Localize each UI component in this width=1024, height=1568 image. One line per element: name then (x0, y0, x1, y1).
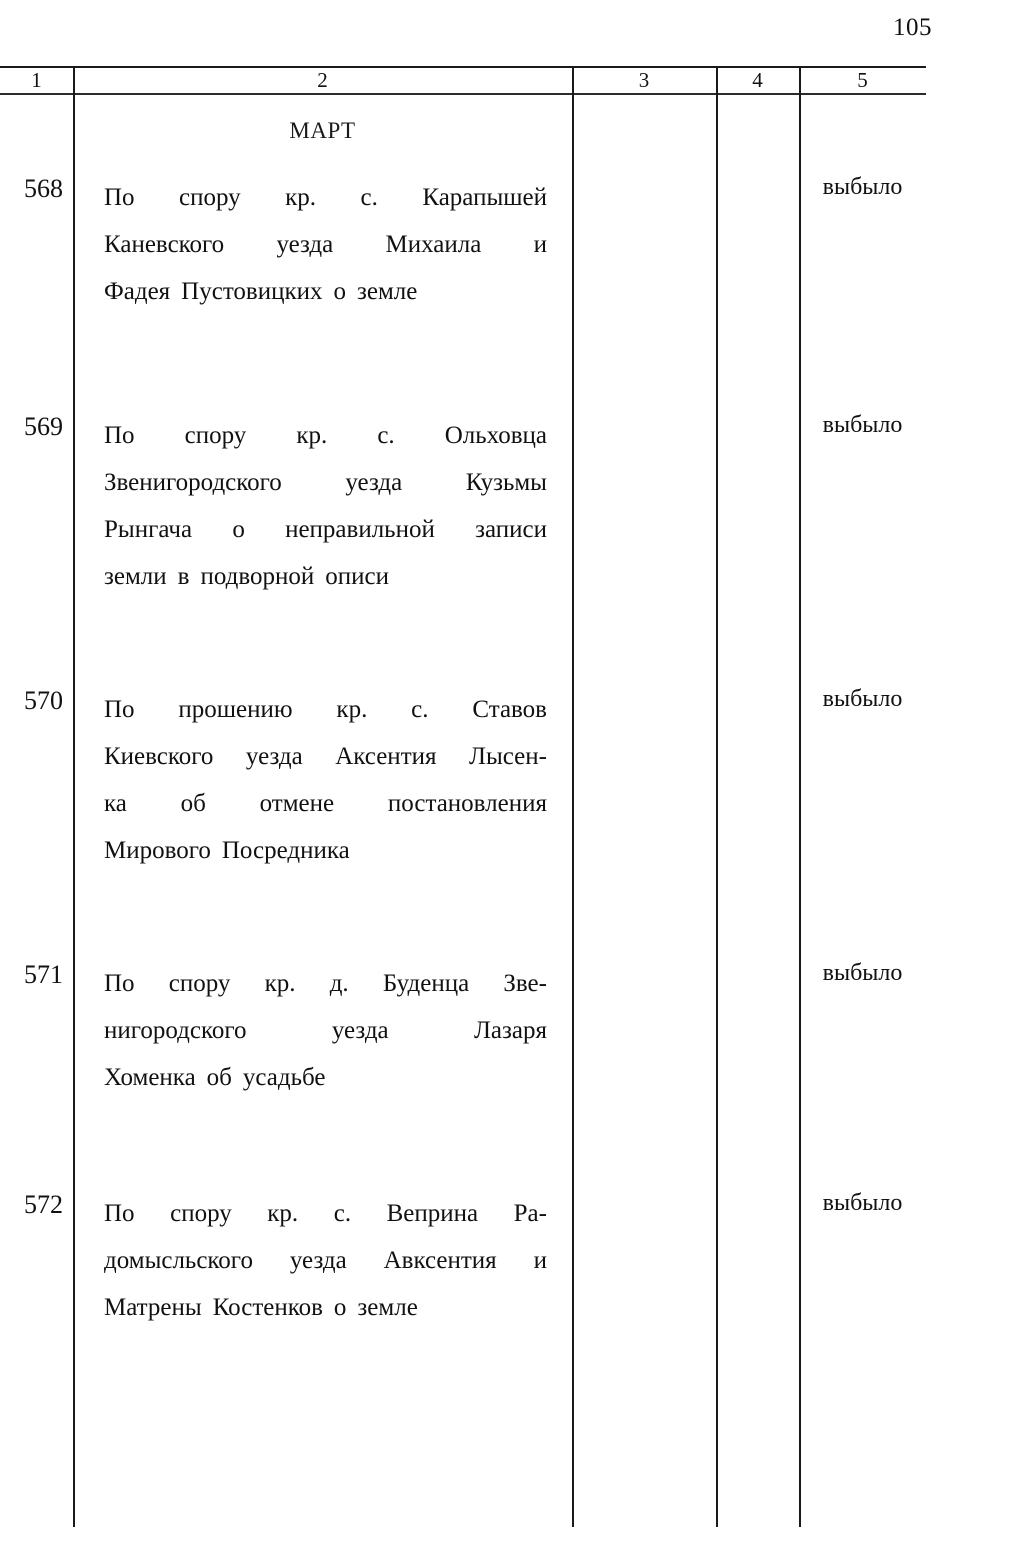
entry-word: Пустовицких (181, 278, 323, 305)
entry-word: Киевского (104, 743, 214, 770)
entry-word: с. (377, 422, 395, 449)
entry-word: постановления (387, 790, 547, 817)
entry-word: прошению (178, 696, 293, 723)
entry-word: Михаила (385, 231, 482, 258)
entry-word: спору (179, 184, 241, 211)
entry-line (104, 686, 547, 733)
entry-word: ка (104, 790, 127, 817)
entry-word: кр. (296, 422, 328, 449)
entry-word: описи (325, 563, 389, 590)
entry-word: Кузьмы (465, 469, 547, 496)
entry-line (104, 1190, 547, 1237)
entry-word: отмене (259, 790, 335, 817)
entry-word: спору (170, 1200, 232, 1227)
entry-line (104, 553, 547, 600)
entry-line (104, 412, 547, 459)
entry-description (104, 174, 547, 315)
column-header-2: 2 (317, 68, 328, 92)
entry-word: Ставов (472, 696, 547, 723)
entry-line (104, 459, 547, 506)
entry-description (104, 412, 547, 600)
entry-word: подворной (200, 563, 315, 590)
entry-word: с. (333, 1200, 352, 1227)
entry-word: д. (329, 970, 349, 997)
month-caption: МАРТ (289, 118, 356, 143)
entry-word: Авксентия (383, 1247, 497, 1274)
entry-word: Мирового (104, 837, 211, 864)
entry-word: Звенигородского (104, 469, 282, 496)
column-header-3: 3 (638, 68, 650, 92)
column-divider-2 (572, 66, 574, 1527)
entry-word: Зве- (503, 970, 547, 997)
entry-word: записи (475, 516, 547, 543)
entry-word: спору (184, 422, 247, 449)
entry-word: уезда (289, 1247, 347, 1274)
entry-word: нигородского (104, 1017, 247, 1044)
entry-word: об (206, 1064, 232, 1091)
entry-number: 572 (24, 1190, 63, 1219)
entry-word: По (104, 1200, 135, 1227)
entry-line (104, 268, 547, 315)
entry-line (104, 1054, 547, 1101)
entry-word: о (333, 1294, 347, 1321)
entry-word: о (333, 278, 347, 305)
entry-line (104, 960, 547, 1007)
entry-number: 568 (24, 174, 63, 203)
entry-number: 571 (24, 960, 63, 989)
entry-word: кр. (336, 696, 368, 723)
entry-word: об (180, 790, 206, 817)
entry-word: Лысен- (469, 743, 547, 770)
entry-number: 570 (24, 686, 63, 715)
entry-word: кр. (285, 184, 317, 211)
entry-word: По (104, 696, 135, 723)
entry-word: с. (411, 696, 429, 723)
entry-word: Посредника (221, 837, 350, 864)
column-divider-3 (716, 66, 718, 1527)
entry-word: Карапышей (422, 184, 547, 211)
entry-description (104, 1190, 547, 1331)
entry-word: Ольховца (444, 422, 547, 449)
entry-line (104, 827, 547, 874)
entry-word: Костенков (212, 1294, 323, 1321)
entry-word: Аксентия (335, 743, 437, 770)
entry-line (104, 1007, 547, 1054)
table-header-border (0, 93, 926, 95)
entry-status: выбыло (822, 412, 903, 438)
entry-word: земле (357, 1294, 418, 1321)
column-header-4: 4 (752, 68, 763, 92)
entry-word: По (104, 422, 135, 449)
entry-word: Веприна (386, 1200, 479, 1227)
column-divider-4 (799, 66, 801, 1527)
entry-word: уезда (276, 231, 334, 258)
entry-status: выбыло (822, 174, 903, 200)
entry-word: кр. (267, 1200, 299, 1227)
entry-status: выбыло (822, 960, 903, 986)
entry-word: Лазаря (473, 1017, 547, 1044)
entry-word: земле (357, 278, 418, 305)
entry-description (104, 686, 547, 874)
entry-word: Буденца (382, 970, 470, 997)
entry-word: и (533, 231, 547, 258)
entry-line (104, 221, 547, 268)
entry-word: и (533, 1247, 547, 1274)
entry-word: неправильной (285, 516, 435, 543)
entry-line (104, 174, 547, 221)
column-header-1: 1 (31, 68, 42, 92)
entry-word: Матрены (104, 1294, 202, 1321)
entry-line (104, 733, 547, 780)
entry-word: спору (168, 970, 231, 997)
entry-line (104, 1237, 547, 1284)
entry-word: По (104, 184, 135, 211)
entry-word: Фадея (104, 278, 171, 305)
column-divider-1 (73, 66, 75, 1527)
entry-word: земли (104, 563, 167, 590)
entry-word: уезда (345, 469, 403, 496)
entry-word: Рынгача (104, 516, 193, 543)
entry-description (104, 960, 547, 1101)
entry-word: По (104, 970, 135, 997)
entry-number: 569 (24, 412, 63, 441)
entry-word: Каневского (104, 231, 225, 258)
entry-word: уезда (331, 1017, 389, 1044)
entry-word: уезда (245, 743, 303, 770)
entry-word: о (232, 516, 245, 543)
entry-line (104, 506, 547, 553)
entry-line (104, 780, 547, 827)
entry-word: в (177, 563, 190, 590)
entry-word: кр. (264, 970, 296, 997)
entry-status: выбыло (822, 1190, 903, 1216)
page-number: 105 (893, 14, 932, 41)
entry-word: Хоменка (104, 1064, 196, 1091)
entry-word: Ра- (513, 1200, 547, 1227)
entry-word: домысльского (104, 1247, 253, 1274)
column-header-5: 5 (857, 68, 868, 92)
entry-status: выбыло (822, 686, 903, 712)
entry-word: с. (360, 184, 378, 211)
entry-line (104, 1284, 547, 1331)
entry-word: усадьбе (242, 1064, 326, 1091)
